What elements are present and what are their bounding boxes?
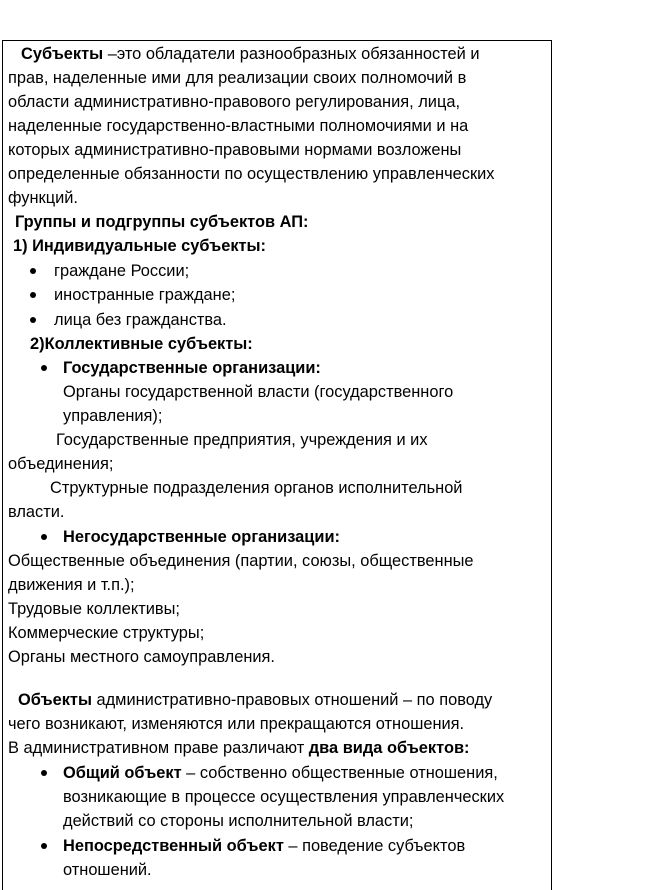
general-object-line: действий со стороны исполнительной власти; <box>63 812 414 830</box>
subjects-term: Субъекты <box>21 45 104 63</box>
objects-definition-line: чего возникают, изменяются или прекращаются отношения. <box>8 715 465 733</box>
direct-object-line: отношений. <box>63 861 152 879</box>
state-organizations-heading: Государственные организации: <box>63 356 321 380</box>
objects-definition-line: В административном праве различают два вида объектов: <box>8 739 470 757</box>
subjects-definition-line: функций. <box>8 189 78 207</box>
subjects-definition-line: прав, наделенные ими для реализации своих полномочий в <box>8 69 467 87</box>
collective-subjects-heading: 2)Коллективные субъекты: <box>30 335 253 353</box>
state-org-line: Государственные предприятия, учреждения и их <box>56 431 428 449</box>
groups-heading: Группы и подгруппы субъектов АП: <box>15 213 309 231</box>
nonstate-org-line: Органы местного самоуправления. <box>8 648 275 666</box>
nonstate-organizations-heading: Негосударственные организации: <box>63 525 340 549</box>
state-org-line: Органы государственной власти (государственного <box>63 383 454 401</box>
objects-definition-line: Объекты административно-правовых отношений – по поводу <box>18 691 493 709</box>
direct-object-term: Непосредственный объект <box>63 837 284 855</box>
state-org-line: Структурные подразделения органов исполнительной <box>50 479 463 497</box>
general-object-item: Общий объект – собственно общественные отношения, <box>63 761 498 785</box>
nonstate-org-line: Коммерческие структуры; <box>8 624 205 642</box>
nonstate-org-line: движения и т.п.); <box>8 576 135 594</box>
individual-list-item: граждане России; <box>54 259 189 283</box>
document-page <box>2 40 552 890</box>
objects-term: Объекты <box>18 691 92 709</box>
subjects-definition-line: области административно-правового регулирования, лица, <box>8 93 461 111</box>
state-org-line: управления); <box>63 407 163 425</box>
nonstate-org-line: Трудовые коллективы; <box>8 600 180 618</box>
state-org-line: объединения; <box>8 455 114 473</box>
subjects-definition-line: Субъекты –это обладатели разнообразных обязанностей и <box>21 45 480 63</box>
general-object-term: Общий объект <box>63 764 182 782</box>
subjects-definition-line: которых административно-правовыми нормами возложены <box>8 141 462 159</box>
nonstate-org-line: Общественные объединения (партии, союзы, общественные <box>8 552 474 570</box>
general-object-line: возникающие в процессе осуществления управленческих <box>63 788 505 806</box>
individual-list-item: иностранные граждане; <box>54 283 235 307</box>
subjects-definition-line: определенные обязанности по осуществлению управленческих <box>8 165 495 183</box>
subjects-definition-line: наделенные государственно-властными полномочиями и на <box>8 117 469 135</box>
individual-subjects-heading: 1) Индивидуальные субъекты: <box>13 237 267 255</box>
individual-list-item: лица без гражданства. <box>54 308 227 332</box>
state-org-line: власти. <box>8 503 65 521</box>
direct-object-item: Непосредственный объект – поведение субъектов <box>63 834 465 858</box>
